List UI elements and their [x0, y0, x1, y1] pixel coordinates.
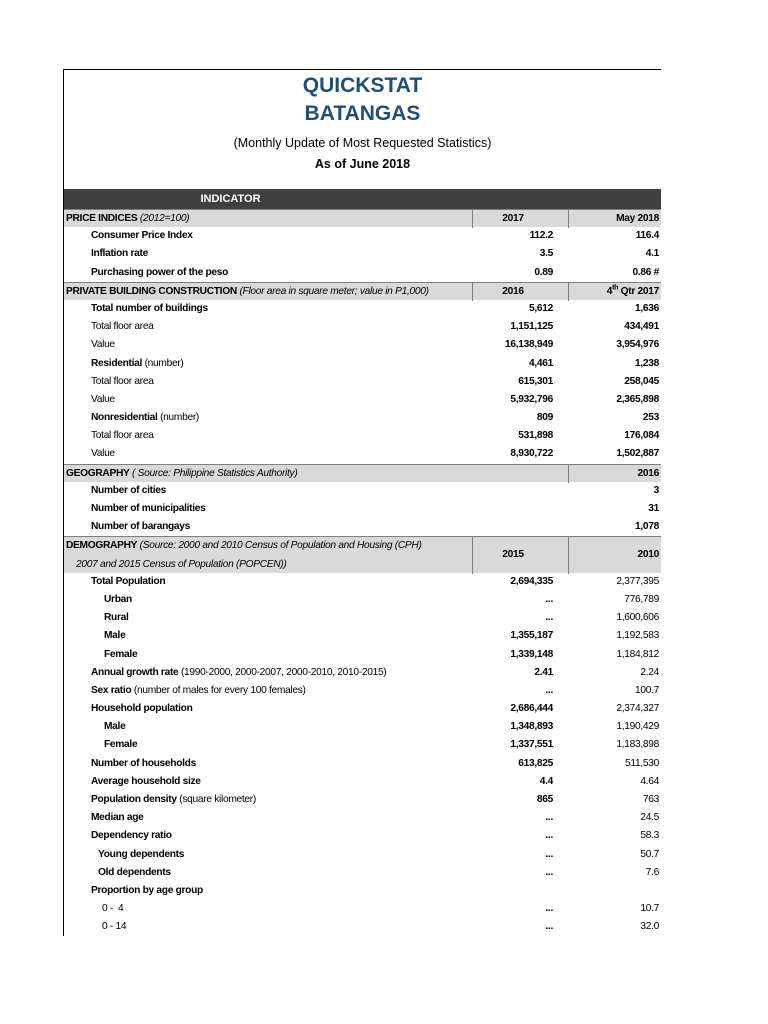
section-label: PRIVATE BUILDING CONSTRUCTION [66, 285, 237, 297]
table-row: Old dependents ... 7.6 [98, 866, 659, 878]
table-row: Dependency ratio ... 58.3 [91, 830, 659, 842]
indicator-header [64, 189, 661, 209]
table-row: Total number of buildings 5,612 1,636 [91, 302, 659, 314]
subtitle: (Monthly Update of Most Requested Statistics) [233, 136, 492, 150]
table-row: Household population 2,686,444 2,374,327 [91, 703, 659, 715]
table-row: Purchasing power of the peso 0.89 0.86 # [91, 266, 659, 278]
indicator-table [64, 209, 661, 936]
table-row: Urban ... 776,789 [104, 593, 659, 605]
table-row: Total floor area 531,898 176,084 [91, 430, 659, 442]
as-of-date: As of June 2018 [314, 157, 411, 171]
table-row: Young dependents ... 50.7 [98, 848, 659, 860]
table-row: Average household size 4.4 4.64 [91, 775, 659, 787]
table-row: Residential (number) 4,461 1,238 [91, 357, 659, 369]
table-row: Sex ratio (number of males for every 100 females) ... 100.7 [91, 684, 659, 696]
table-row: Value 16,138,949 3,954,976 [91, 339, 659, 351]
table-row: 0 - 4 ... 10.7 [102, 903, 659, 915]
section-label: GEOGRAPHY [66, 467, 130, 479]
table-row: Total floor area 615,301 258,045 [91, 375, 659, 387]
section-label: PRICE INDICES [66, 213, 138, 224]
table-row: Median age ... 24.5 [91, 812, 659, 824]
table-row: Number of municipalities 31 [91, 503, 659, 514]
section-label: DEMOGRAPHY [66, 540, 138, 552]
indicator-header-label: INDICATOR [200, 193, 261, 205]
table-row: Value 8,930,722 1,502,887 [91, 448, 659, 460]
section-note: ( Source: Philippine Statistics Authority) [129, 467, 298, 479]
table-row: Value 5,932,796 2,365,898 [91, 393, 659, 405]
column-year: 2017 [472, 210, 553, 228]
section-note: (Floor area in square meter; value in P1,000) [239, 285, 429, 297]
title-line-1: QUICKSTAT [302, 74, 423, 97]
column-year: 2016 [472, 283, 553, 301]
table-row: Number of households 613,825 511,530 [91, 757, 659, 769]
table-row: Male 1,348,893 1,190,429 [104, 721, 659, 733]
column-period: 4th Qtr 2017 [568, 283, 659, 301]
table-row: Number of cities 3 [91, 484, 659, 496]
section-building-construction [64, 282, 661, 300]
section-geography [64, 464, 661, 482]
section-note: (2012=100) [139, 213, 190, 224]
table-row: Total floor area 1,151,125 434,491 [91, 321, 659, 333]
table-row: Male 1,355,187 1,192,583 [104, 630, 659, 642]
table-row: Female 1,339,148 1,184,812 [104, 648, 659, 660]
column-period: May 2018 [568, 210, 659, 228]
table-row: Nonresidential (number) 809 253 [91, 412, 659, 424]
table-row: Annual growth rate (1990-2000, 2000-2007, 2000-2010, 2010-2015) 2.41 2.24 [91, 666, 659, 678]
statistics-sheet [63, 69, 661, 936]
table-row: Number of barangays 1,078 [91, 521, 659, 533]
column-year-2010: 2010 [568, 537, 659, 573]
section-note-line-2: 2007 and 2015 Census of Population (POPCEN)) [76, 558, 287, 570]
section-price-indices [64, 209, 661, 227]
table-row: 0 - 14 ... 32.0 [102, 921, 659, 933]
table-row: Population density (square kilometer) 865 763 [91, 794, 659, 806]
column-year-2015: 2015 [472, 537, 553, 573]
table-row: Total Population 2,694,335 2,377,395 [91, 575, 659, 587]
table-row: Proportion by age group [91, 884, 203, 896]
section-demography [64, 536, 661, 572]
table-row: Consumer Price Index 112.2 116.4 [91, 230, 659, 242]
table-row: Inflation rate 3.5 4.1 [91, 248, 659, 260]
table-row: Rural ... 1,600,606 [104, 612, 659, 624]
section-note: (Source: 2000 and 2010 Census of Population and Housing (CPH) [137, 540, 422, 552]
table-row: Female 1,337,551 1,183,898 [104, 739, 659, 751]
title-line-2: BATANGAS [304, 102, 421, 125]
column-year: 2016 [568, 465, 659, 483]
